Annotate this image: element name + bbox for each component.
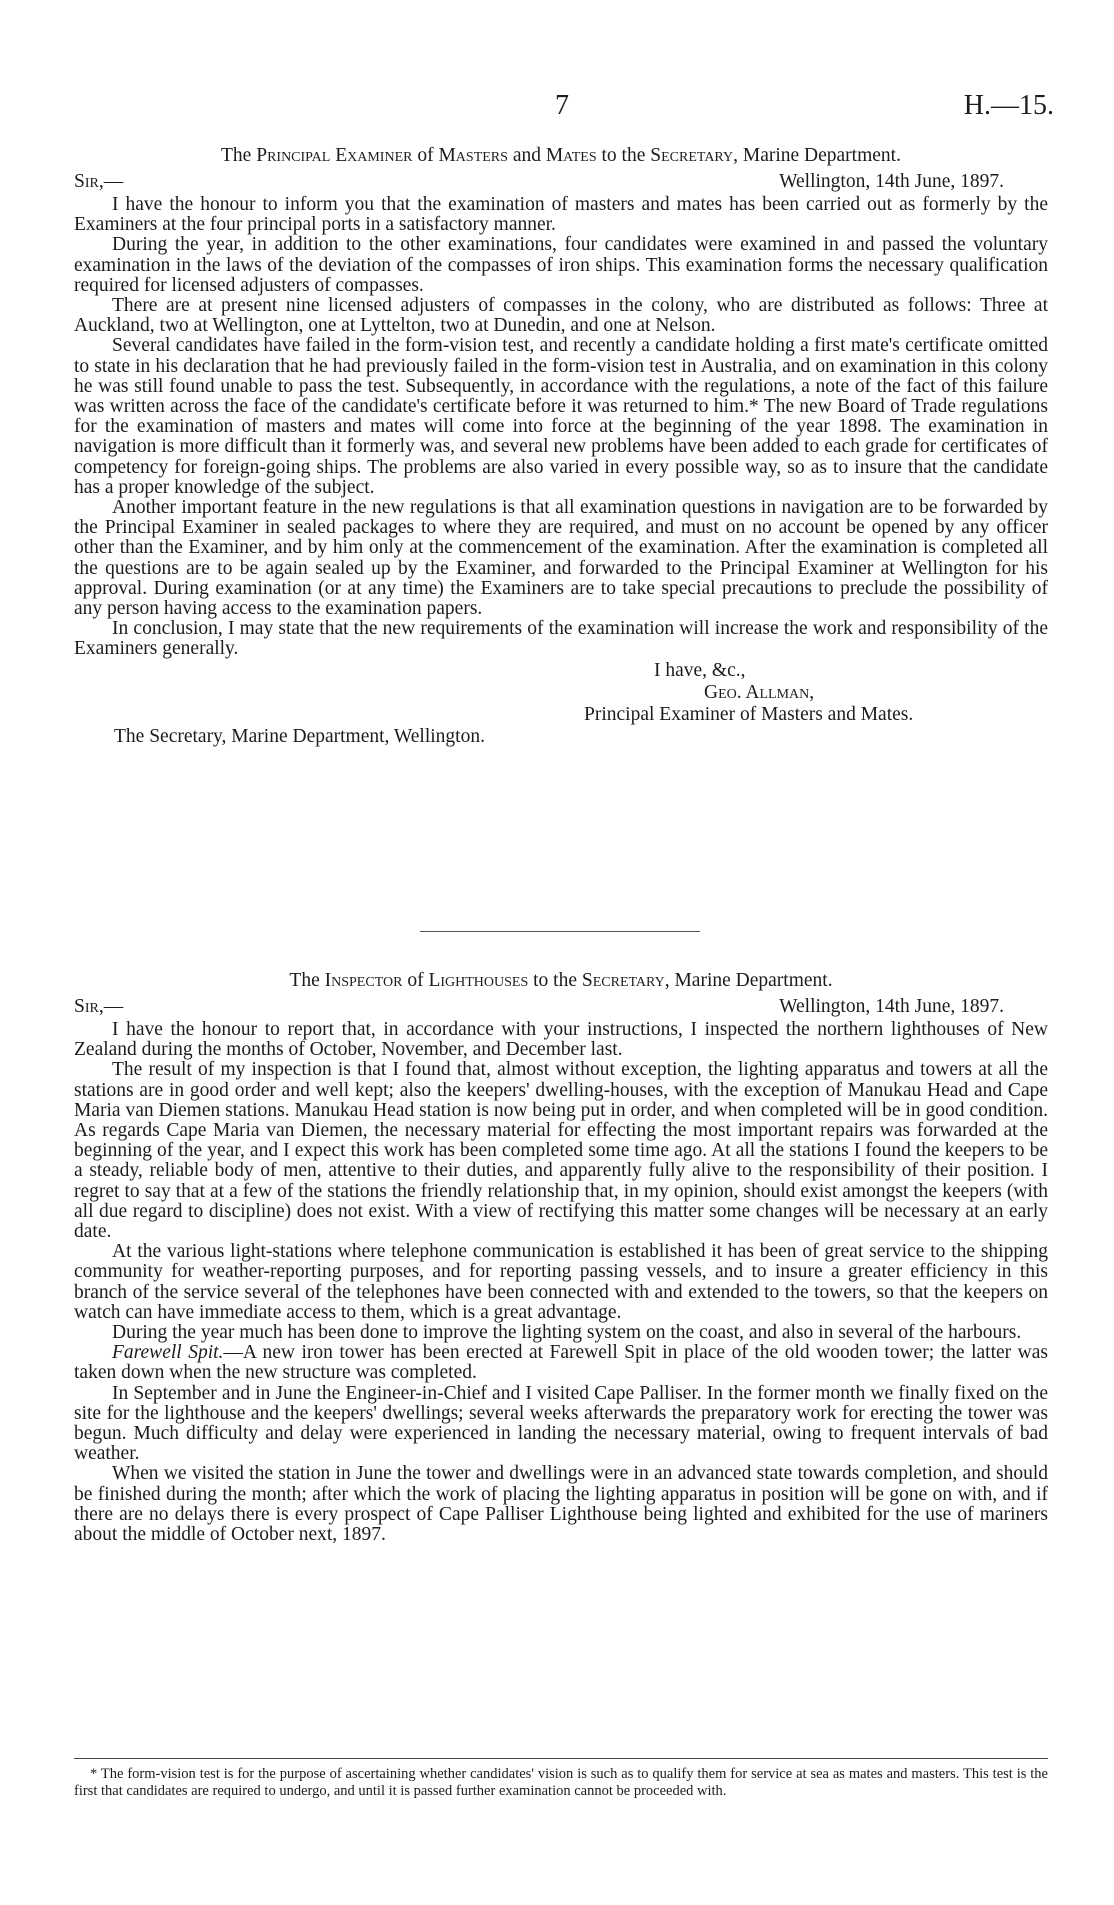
heading-text: of — [402, 970, 429, 991]
heading-sender: Mates — [545, 145, 597, 166]
paragraph: During the year much has been done to improve the lighting system on the coast, and also in several of the harbours. — [112, 1322, 1022, 1344]
section-divider — [420, 931, 700, 932]
heading-sender: Inspector — [324, 970, 403, 991]
footnote-rule — [74, 1758, 1048, 1759]
closing: I have, &c., — [654, 659, 746, 681]
heading-sender: Lighthouses — [428, 970, 529, 991]
heading-text: The — [289, 970, 325, 991]
paragraph: There are at present nine licensed adjusters of compasses in the colony, who are distributed as follows: Three at Auckland, two at Wellington, one at Lyttelton, two at Dunedin, and one at Nelson. — [74, 295, 1048, 337]
addressee: The Secretary, Marine Department, Wellington. — [114, 725, 485, 747]
paragraph: In conclusion, I may state that the new requirements of the examination will increase the work and responsibility of the Examiners generally. — [74, 618, 1048, 660]
page-header — [0, 90, 1114, 130]
heading-sender: Masters — [438, 145, 508, 166]
heading-text: , Marine Department. — [733, 145, 901, 166]
heading-recipient: Secretary — [650, 145, 734, 166]
salutation-line — [74, 994, 1048, 1020]
salutation-line — [74, 169, 1048, 195]
signature-block — [74, 660, 1048, 726]
paragraph: When we visited the station in June the tower and dwellings were in an advanced state towards completion, and should be finished during the month; after which the work of placing the lighting apparatus in position will be gone on with, and if there are no delays there is every prospect of Cape Palliser Lighthouse being lighted and exhibited for the use of mariners about the middle of October next, 1897. — [74, 1463, 1048, 1546]
letter-heading — [74, 143, 1048, 169]
footnote — [74, 1766, 1048, 1800]
heading-text: , Marine Department. — [664, 970, 833, 991]
letter-body — [74, 1020, 1048, 1545]
letter-body — [74, 195, 1048, 660]
letter-date: Wellington, 14th June, 1897. — [779, 996, 1004, 1017]
heading-text: The — [221, 145, 257, 166]
farewell-spit-text: —A new iron tower has been erected at Farewell Spit in place of the old wooden tower; the latter was taken down when the new structure was completed. — [74, 1342, 1048, 1384]
document-reference: H.—15. — [963, 90, 1054, 121]
paragraph: In September and in June the Engineer-in-Chief and I visited Cape Palliser. In the former month we finally fixed on the site for the lighthouse and the keepers' dwellings; several weeks afterwards the preparatory work for erecting the tower was begun. Much difficulty and delay were experienced in landing the necessary material, owing to frequent intervals of bad weather. — [74, 1382, 1048, 1465]
heading-text: to the — [528, 970, 582, 991]
farewell-spit-label: Farewell Spit. — [112, 1342, 224, 1364]
salutation: Sir,— — [74, 171, 124, 192]
paragraph: Another important feature in the new regulations is that all examination questions in navigation are to be forwarded by the Principal Examiner in sealed packages to where they are required, and must on no account be opened by any officer other than the Examiner, and by him only at the commencement of the examination. After the examination is completed all the questions are to be again sealed up by the Examiner, and forwarded to the Principal Examiner at Wellington for his approval. During examination (or at any time) the Examiners are to take special precautions to preclude the possibility of any person having access to the examination papers. — [74, 497, 1048, 620]
salutation: Sir,— — [74, 996, 124, 1017]
signatory-title: Principal Examiner of Masters and Mates. — [584, 703, 914, 725]
paragraph: Several candidates have failed in the form-vision test, and recently a candidate holding a first mate's certificate omitted to state in his declaration that he had previously failed in the form-vision test in Australia, and on examination in this colony he was still found unable to pass the test. Subsequently, in accordance with the regulations, a note of the fact of this failure was written across the face of the candidate's certificate before it was returned to him.* The new Board of Trade regulations for the examination of masters and mates will come into force at the beginning of the year 1898. The examination in navigation is more difficult than it formerly was, and several new problems have been added to each grade for certificates of competency for foreign-going ships. The problems are also varied in every possible way, so as to insure that the candidate has a proper knowledge of the subject. — [74, 335, 1048, 498]
footnote-text: * The form-vision test is for the purpose of ascertaining whether candidates' vision is such as to qualify them for service at sea as mates and masters. This test is the first that candidates are required to undergo, and until it is passed further examination cannot be proceeded with. — [74, 1766, 1048, 1799]
letter-principal-examiner — [74, 143, 1048, 748]
heading-text: to the — [596, 145, 651, 166]
paragraph: I have the honour to inform you that the examination of masters and mates has been carried out as formerly by the Examiners at the four principal ports in a satisfactory manner. — [74, 194, 1048, 236]
paragraph: At the various light-stations where telephone communication is established it has been of great service to the shipping community for weather-reporting purposes, and for reporting passing vessels, and to insure a greater efficiency in this branch of the service several of the telephones have been connected with and extended to the towers, so that the keepers on watch can have immediate access to them, which is a great advantage. — [74, 1241, 1048, 1323]
paragraph: During the year, in addition to the other examinations, four candidates were examined in and passed the voluntary examination in the laws of the deviation of the compasses of iron ships. This examination forms the necessary qualification required for licensed adjusters of compasses. — [74, 234, 1048, 296]
page-number: 7 — [555, 90, 569, 121]
heading-recipient: Secretary — [581, 970, 665, 991]
paragraph: The result of my inspection is that I found that, almost without exception, the lighting apparatus and towers at all the stations are in good order and well kept; also the keepers' dwelling-houses, with the exception of Manukau Head and Cape Maria van Diemen stations. Manukau Head station is now being put in order, and when completed will be in good condition. As regards Cape Maria van Diemen, the necessary material for effecting the most important repairs was forwarded at the beginning of the year, and I expect this work has been completed some time ago. At all the stations I found the keepers to be a steady, reliable body of men, attentive to their duties, and apparently fully alive to the responsibility of their position. I regret to say that at a few of the stations the friendly relationship that, in my opinion, should exist amongst the keepers (with all due regard to discipline) does not exist. With a view of rectifying this matter some changes will be necessary at an early date. — [74, 1059, 1048, 1243]
signatory-name: Geo. Allman, — [704, 681, 815, 703]
heading-text: of — [412, 145, 439, 166]
letter-heading — [74, 968, 1048, 994]
heading-sender: Principal Examiner — [256, 145, 413, 166]
paragraph: I have the honour to report that, in accordance with your instructions, I inspected the northern lighthouses of New Zealand during the months of October, November, and December last. — [74, 1019, 1048, 1061]
letter-inspector-lighthouses — [74, 968, 1048, 1545]
letter-date: Wellington, 14th June, 1897. — [779, 171, 1004, 192]
heading-text: and — [507, 145, 546, 166]
paragraph-farewell-spit — [74, 1343, 1048, 1383]
